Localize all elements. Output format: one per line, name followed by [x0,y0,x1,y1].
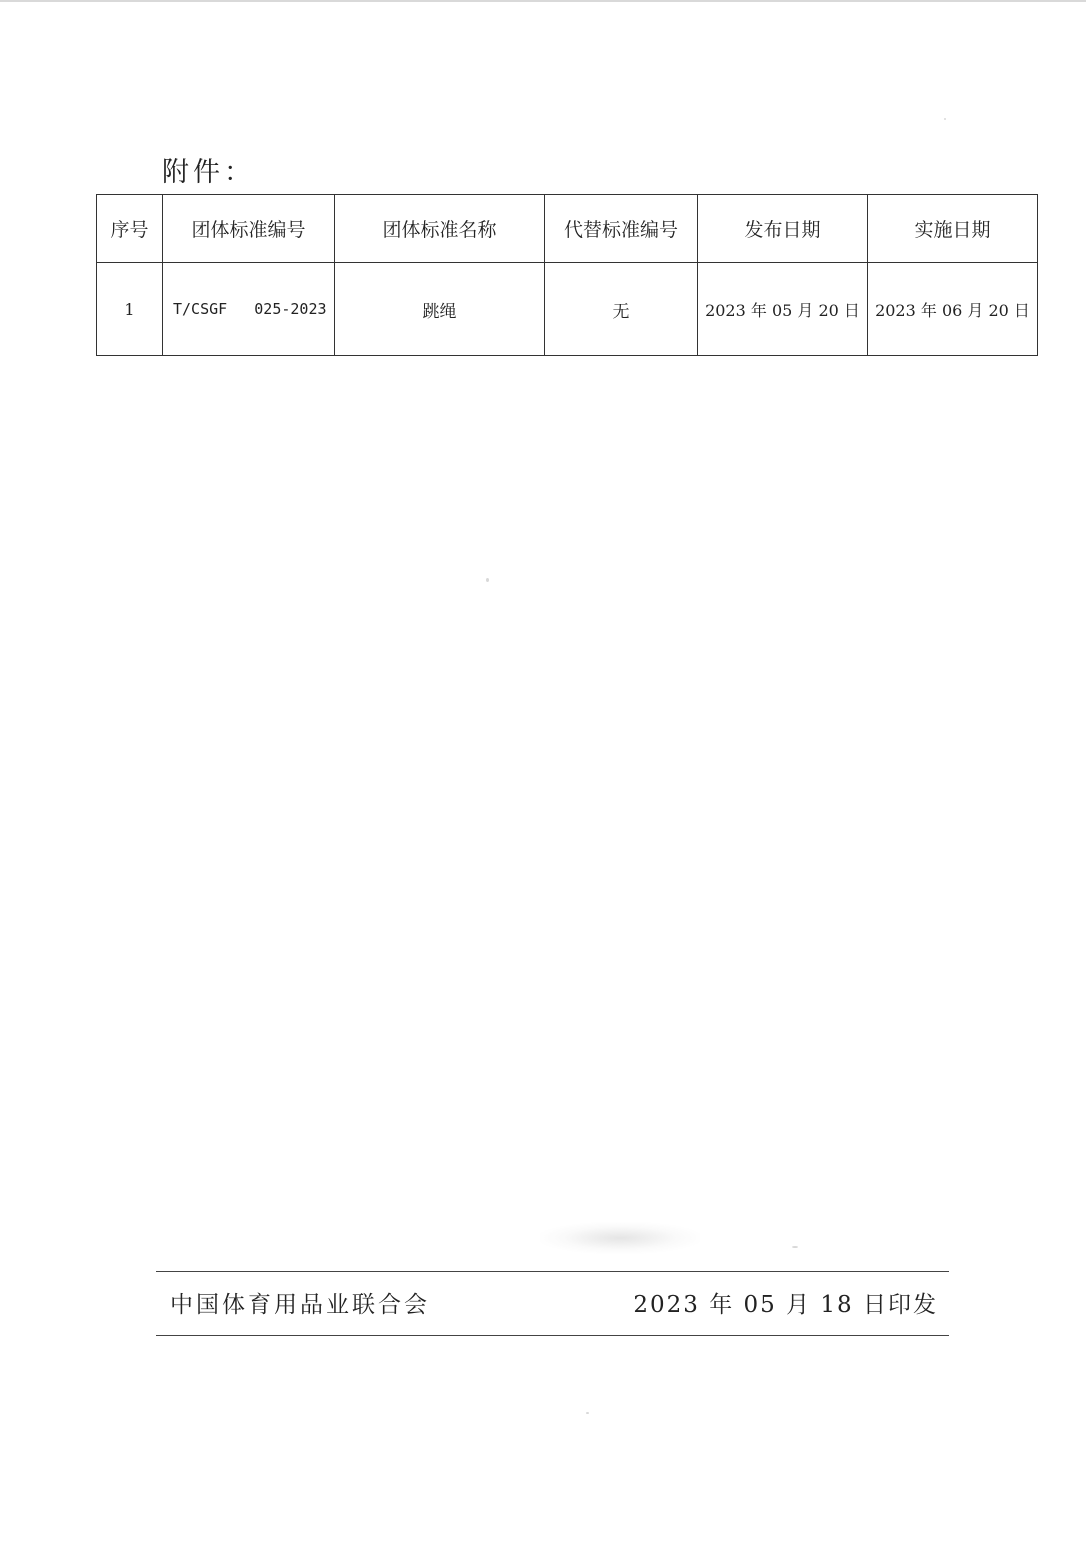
footer-rule-top [156,1271,949,1272]
attachment-label: 附件： [162,157,255,188]
header-standard-name: 团体标准名称 [335,195,545,263]
issue-date: 2023 年 05 月 18 日印发 [633,1292,938,1318]
standards-table [96,194,1038,356]
header-standard-code: 团体标准编号 [163,195,335,263]
cell-index: 1 [97,263,163,356]
issuing-organization: 中国体育用品业联合会 [170,1292,430,1318]
cell-standard-code: T/CSGF 025-2023 [163,263,335,356]
scan-speck [944,118,946,120]
header-effective-date: 实施日期 [868,195,1038,263]
cell-effective-date: 2023 年 06 月 20 日 [868,263,1038,356]
scan-speck [586,1412,589,1414]
page-top-edge [0,0,1086,2]
table-header-row [97,195,1038,263]
header-publish-date: 发布日期 [698,195,868,263]
scan-speck [486,578,489,582]
table-row [97,263,1038,356]
footer-rule-bottom [156,1335,949,1336]
cell-standard-name: 跳绳 [335,263,545,356]
stamp-residue [540,1222,700,1254]
scan-speck [792,1246,798,1248]
header-replaced-code: 代替标准编号 [545,195,698,263]
cell-publish-date: 2023 年 05 月 20 日 [698,263,868,356]
cell-replaced-code: 无 [545,263,698,356]
header-index: 序号 [97,195,163,263]
